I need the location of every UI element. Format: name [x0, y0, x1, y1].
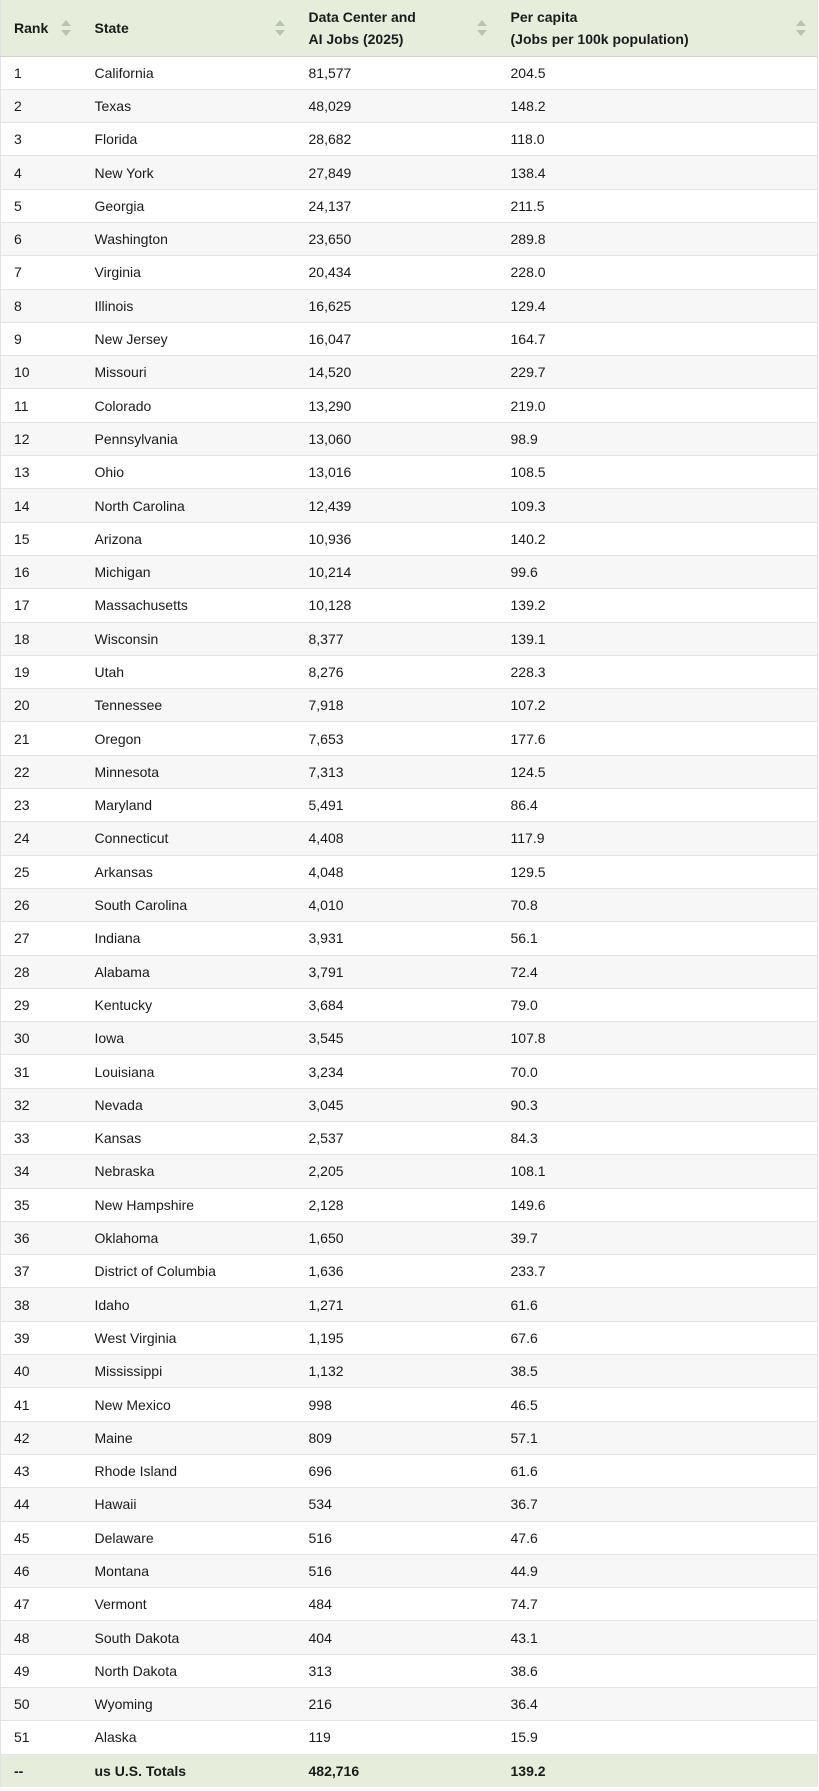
- cell-per-capita: 70.0: [498, 1055, 818, 1088]
- cell-state: Georgia: [82, 189, 296, 222]
- table-row: [1, 1155, 818, 1188]
- cell-rank: 17: [1, 589, 82, 622]
- column-header-line: (Jobs per 100k population): [510, 30, 689, 47]
- cell-jobs: 12,439: [296, 489, 498, 522]
- cell-jobs: 1,271: [296, 1288, 498, 1321]
- cell-rank: 29: [1, 988, 82, 1021]
- cell-jobs: 4,048: [296, 855, 498, 888]
- cell-state: Tennessee: [82, 689, 296, 722]
- cell-per-capita: 70.8: [498, 888, 818, 921]
- cell-per-capita: 44.9: [498, 1554, 818, 1587]
- table-row: [1, 1221, 818, 1254]
- cell-per-capita: 74.7: [498, 1588, 818, 1621]
- cell-state: New Mexico: [82, 1388, 296, 1421]
- cell-state: New Jersey: [82, 322, 296, 355]
- table-row: [1, 489, 818, 522]
- column-header-per-capita[interactable]: [498, 0, 818, 56]
- cell-per-capita: 164.7: [498, 322, 818, 355]
- cell-jobs: 13,016: [296, 456, 498, 489]
- cell-state: Alabama: [82, 955, 296, 988]
- cell-jobs: 313: [296, 1654, 498, 1687]
- cell-jobs: 404: [296, 1621, 498, 1654]
- cell-jobs: 10,214: [296, 555, 498, 588]
- cell-per-capita: 38.6: [498, 1654, 818, 1687]
- cell-jobs: 10,936: [296, 522, 498, 555]
- column-header-state[interactable]: [82, 0, 296, 56]
- cell-per-capita: 228.3: [498, 655, 818, 688]
- cell-jobs: 809: [296, 1421, 498, 1454]
- cell-per-capita: 229.7: [498, 356, 818, 389]
- cell-per-capita: 61.6: [498, 1288, 818, 1321]
- cell-state: Alaska: [82, 1721, 296, 1754]
- cell-rank: 40: [1, 1355, 82, 1388]
- cell-rank: 39: [1, 1321, 82, 1354]
- cell-jobs: 3,234: [296, 1055, 498, 1088]
- cell-state: Nebraska: [82, 1155, 296, 1188]
- cell-rank: 50: [1, 1688, 82, 1721]
- cell-per-capita: 228.0: [498, 256, 818, 289]
- cell-rank: 18: [1, 622, 82, 655]
- cell-rank: 3: [1, 123, 82, 156]
- cell-state: District of Columbia: [82, 1255, 296, 1288]
- cell-per-capita: 79.0: [498, 988, 818, 1021]
- cell-per-capita: 140.2: [498, 522, 818, 555]
- table-row: [1, 289, 818, 322]
- cell-jobs: 4,408: [296, 822, 498, 855]
- table-row: [1, 456, 818, 489]
- total-cell-jobs: 482,716: [308, 1762, 360, 1779]
- cell-rank: 1: [1, 56, 82, 89]
- cell-rank: 22: [1, 755, 82, 788]
- total-cell-state: us U.S. Totals: [94, 1762, 187, 1779]
- cell-state: West Virginia: [82, 1321, 296, 1354]
- cell-rank: 41: [1, 1388, 82, 1421]
- cell-rank: 16: [1, 555, 82, 588]
- cell-per-capita: 57.1: [498, 1421, 818, 1454]
- cell-per-capita: 204.5: [498, 56, 818, 89]
- cell-jobs: 516: [296, 1554, 498, 1587]
- cell-jobs: 1,636: [296, 1255, 498, 1288]
- column-header-rank[interactable]: [1, 0, 82, 56]
- cell-state: Washington: [82, 222, 296, 255]
- cell-per-capita: 61.6: [498, 1454, 818, 1487]
- cell-jobs: 27,849: [296, 156, 498, 189]
- cell-per-capita: 129.4: [498, 289, 818, 322]
- cell-state: Illinois: [82, 289, 296, 322]
- cell-rank: 27: [1, 922, 82, 955]
- cell-rank: 48: [1, 1621, 82, 1654]
- cell-rank: 26: [1, 888, 82, 921]
- cell-per-capita: 84.3: [498, 1122, 818, 1155]
- cell-per-capita: 233.7: [498, 1255, 818, 1288]
- cell-state: Mississippi: [82, 1355, 296, 1388]
- cell-jobs: 81,577: [296, 56, 498, 89]
- cell-jobs: 10,128: [296, 589, 498, 622]
- table-row: [1, 1688, 818, 1721]
- total-cell-per-capita: 139.2: [510, 1762, 546, 1779]
- cell-rank: 51: [1, 1721, 82, 1754]
- cell-rank: 13: [1, 456, 82, 489]
- table-row: [1, 555, 818, 588]
- cell-state: Kentucky: [82, 988, 296, 1021]
- cell-state: Delaware: [82, 1521, 296, 1554]
- cell-rank: 21: [1, 722, 82, 755]
- cell-jobs: 7,313: [296, 755, 498, 788]
- cell-per-capita: 15.9: [498, 1721, 818, 1754]
- cell-jobs: 8,276: [296, 655, 498, 688]
- cell-rank: 12: [1, 422, 82, 455]
- cell-per-capita: 109.3: [498, 489, 818, 522]
- table-row: [1, 256, 818, 289]
- column-header-jobs[interactable]: [296, 0, 498, 56]
- cell-state: Connecticut: [82, 822, 296, 855]
- cell-per-capita: 67.6: [498, 1321, 818, 1354]
- column-header-label: [309, 6, 498, 50]
- cell-jobs: 24,137: [296, 189, 498, 222]
- sort-arrows-icon[interactable]: [274, 18, 286, 38]
- cell-jobs: 1,132: [296, 1355, 498, 1388]
- cell-rank: 43: [1, 1454, 82, 1487]
- cell-jobs: 998: [296, 1388, 498, 1421]
- cell-per-capita: 108.5: [498, 456, 818, 489]
- cell-per-capita: 107.2: [498, 689, 818, 722]
- cell-state: Virginia: [82, 256, 296, 289]
- cell-state: Missouri: [82, 356, 296, 389]
- totals-row: [1, 1754, 818, 1787]
- table-row: [1, 1255, 818, 1288]
- table-row: [1, 1288, 818, 1321]
- cell-per-capita: 148.2: [498, 89, 818, 122]
- table-row: [1, 1122, 818, 1155]
- cell-state: New Hampshire: [82, 1188, 296, 1221]
- cell-rank: 32: [1, 1088, 82, 1121]
- cell-state: Maryland: [82, 789, 296, 822]
- cell-jobs: 7,653: [296, 722, 498, 755]
- cell-jobs: 2,128: [296, 1188, 498, 1221]
- table-row: [1, 522, 818, 555]
- cell-rank: 24: [1, 822, 82, 855]
- table-row: [1, 822, 818, 855]
- cell-rank: 7: [1, 256, 82, 289]
- table-row: [1, 356, 818, 389]
- cell-rank: 34: [1, 1155, 82, 1188]
- cell-state: Wyoming: [82, 1688, 296, 1721]
- cell-rank: 19: [1, 655, 82, 688]
- column-header-line: Per capita: [510, 8, 578, 25]
- cell-per-capita: 46.5: [498, 1388, 818, 1421]
- cell-per-capita: 139.2: [498, 589, 818, 622]
- cell-per-capita: 108.1: [498, 1155, 818, 1188]
- cell-state: Nevada: [82, 1088, 296, 1121]
- cell-state: Utah: [82, 655, 296, 688]
- cell-per-capita: 38.5: [498, 1355, 818, 1388]
- cell-jobs: 3,545: [296, 1022, 498, 1055]
- cell-per-capita: 219.0: [498, 389, 818, 422]
- cell-jobs: 7,918: [296, 689, 498, 722]
- cell-rank: 6: [1, 222, 82, 255]
- cell-state: California: [82, 56, 296, 89]
- cell-per-capita: 72.4: [498, 955, 818, 988]
- cell-per-capita: 86.4: [498, 789, 818, 822]
- table-row: [1, 1321, 818, 1354]
- cell-state: Idaho: [82, 1288, 296, 1321]
- cell-jobs: 516: [296, 1521, 498, 1554]
- table-row: [1, 56, 818, 89]
- cell-state: Michigan: [82, 555, 296, 588]
- cell-jobs: 5,491: [296, 789, 498, 822]
- cell-state: Kansas: [82, 1122, 296, 1155]
- cell-state: Minnesota: [82, 755, 296, 788]
- table-row: [1, 622, 818, 655]
- cell-jobs: 28,682: [296, 123, 498, 156]
- table-row: [1, 1022, 818, 1055]
- cell-rank: 4: [1, 156, 82, 189]
- table-row: [1, 988, 818, 1021]
- cell-jobs: 3,791: [296, 955, 498, 988]
- cell-jobs: 534: [296, 1488, 498, 1521]
- cell-per-capita: 90.3: [498, 1088, 818, 1121]
- cell-jobs: 13,060: [296, 422, 498, 455]
- table-row: [1, 888, 818, 921]
- table-row: [1, 89, 818, 122]
- table-row: [1, 655, 818, 688]
- sort-arrows-icon[interactable]: [795, 18, 807, 38]
- cell-rank: 10: [1, 356, 82, 389]
- cell-rank: 14: [1, 489, 82, 522]
- table-row: [1, 589, 818, 622]
- cell-jobs: 16,625: [296, 289, 498, 322]
- cell-state: North Dakota: [82, 1654, 296, 1687]
- cell-jobs: 1,195: [296, 1321, 498, 1354]
- cell-per-capita: 118.0: [498, 123, 818, 156]
- table-body: [1, 56, 818, 1787]
- cell-per-capita: 98.9: [498, 422, 818, 455]
- cell-rank: 31: [1, 1055, 82, 1088]
- sort-arrows-icon[interactable]: [476, 18, 488, 38]
- cell-per-capita: 56.1: [498, 922, 818, 955]
- cell-state: Indiana: [82, 922, 296, 955]
- cell-state: New York: [82, 156, 296, 189]
- cell-per-capita: 107.8: [498, 1022, 818, 1055]
- cell-state: Maine: [82, 1421, 296, 1454]
- cell-jobs: 48,029: [296, 89, 498, 122]
- cell-state: Hawaii: [82, 1488, 296, 1521]
- cell-jobs: 696: [296, 1454, 498, 1487]
- total-cell-rank: --: [14, 1762, 24, 1779]
- table-row: [1, 1521, 818, 1554]
- cell-state: Vermont: [82, 1588, 296, 1621]
- cell-rank: 9: [1, 322, 82, 355]
- cell-rank: 46: [1, 1554, 82, 1587]
- table-row: [1, 722, 818, 755]
- cell-rank: 5: [1, 189, 82, 222]
- cell-per-capita: 129.5: [498, 855, 818, 888]
- cell-rank: 36: [1, 1221, 82, 1254]
- cell-rank: 35: [1, 1188, 82, 1221]
- cell-state: South Dakota: [82, 1621, 296, 1654]
- table-row: [1, 1588, 818, 1621]
- cell-per-capita: 39.7: [498, 1221, 818, 1254]
- table-row: [1, 955, 818, 988]
- cell-per-capita: 47.6: [498, 1521, 818, 1554]
- cell-per-capita: 36.4: [498, 1688, 818, 1721]
- cell-rank: 2: [1, 89, 82, 122]
- table-row: [1, 189, 818, 222]
- cell-jobs: 3,684: [296, 988, 498, 1021]
- cell-rank: 44: [1, 1488, 82, 1521]
- cell-jobs: 8,377: [296, 622, 498, 655]
- cell-rank: 47: [1, 1588, 82, 1621]
- table-row: [1, 1654, 818, 1687]
- cell-jobs: 20,434: [296, 256, 498, 289]
- table-header-row: [1, 0, 818, 56]
- cell-jobs: 13,290: [296, 389, 498, 422]
- cell-rank: 15: [1, 522, 82, 555]
- cell-per-capita: 99.6: [498, 555, 818, 588]
- cell-rank: 42: [1, 1421, 82, 1454]
- cell-state: North Carolina: [82, 489, 296, 522]
- table-row: [1, 922, 818, 955]
- cell-per-capita: 177.6: [498, 722, 818, 755]
- cell-per-capita: 36.7: [498, 1488, 818, 1521]
- cell-rank: 45: [1, 1521, 82, 1554]
- cell-jobs: 119: [296, 1721, 498, 1754]
- cell-state: Oklahoma: [82, 1221, 296, 1254]
- cell-state: Massachusetts: [82, 589, 296, 622]
- column-header-line: AI Jobs (2025): [308, 30, 404, 47]
- column-header-line: Data Center and: [308, 8, 416, 25]
- table-row: [1, 123, 818, 156]
- cell-state: Texas: [82, 89, 296, 122]
- table-row: [1, 1454, 818, 1487]
- cell-jobs: 216: [296, 1688, 498, 1721]
- cell-jobs: 3,045: [296, 1088, 498, 1121]
- cell-state: Arizona: [82, 522, 296, 555]
- cell-rank: 37: [1, 1255, 82, 1288]
- table-row: [1, 156, 818, 189]
- cell-jobs: 3,931: [296, 922, 498, 955]
- table-row: [1, 1088, 818, 1121]
- table-row: [1, 1055, 818, 1088]
- cell-per-capita: 149.6: [498, 1188, 818, 1221]
- cell-state: Louisiana: [82, 1055, 296, 1088]
- cell-state: Iowa: [82, 1022, 296, 1055]
- table-row: [1, 1621, 818, 1654]
- table-row: [1, 1421, 818, 1454]
- cell-rank: 8: [1, 289, 82, 322]
- cell-jobs: 484: [296, 1588, 498, 1621]
- cell-state: Pennsylvania: [82, 422, 296, 455]
- cell-jobs: 23,650: [296, 222, 498, 255]
- cell-per-capita: 289.8: [498, 222, 818, 255]
- cell-jobs: 1,650: [296, 1221, 498, 1254]
- table-row: [1, 855, 818, 888]
- cell-jobs: 2,205: [296, 1155, 498, 1188]
- table-row: [1, 755, 818, 788]
- cell-state: Colorado: [82, 389, 296, 422]
- table-row: [1, 1554, 818, 1587]
- cell-state: South Carolina: [82, 888, 296, 921]
- table-row: [1, 322, 818, 355]
- column-header-label: Rank: [14, 19, 49, 36]
- cell-state: Oregon: [82, 722, 296, 755]
- cell-per-capita: 43.1: [498, 1621, 818, 1654]
- cell-jobs: 4,010: [296, 888, 498, 921]
- cell-state: Montana: [82, 1554, 296, 1587]
- cell-state: Arkansas: [82, 855, 296, 888]
- cell-state: Florida: [82, 123, 296, 156]
- cell-state: Rhode Island: [82, 1454, 296, 1487]
- column-header-label: State: [94, 19, 129, 36]
- cell-rank: 33: [1, 1122, 82, 1155]
- cell-rank: 49: [1, 1654, 82, 1687]
- cell-per-capita: 124.5: [498, 755, 818, 788]
- table-row: [1, 1721, 818, 1754]
- table-row: [1, 422, 818, 455]
- cell-rank: 28: [1, 955, 82, 988]
- table-row: [1, 1355, 818, 1388]
- cell-rank: 25: [1, 855, 82, 888]
- table-row: [1, 689, 818, 722]
- cell-jobs: 2,537: [296, 1122, 498, 1155]
- cell-jobs: 16,047: [296, 322, 498, 355]
- cell-rank: 30: [1, 1022, 82, 1055]
- cell-per-capita: 138.4: [498, 156, 818, 189]
- cell-per-capita: 139.1: [498, 622, 818, 655]
- table-row: [1, 1188, 818, 1221]
- cell-state: Wisconsin: [82, 622, 296, 655]
- cell-rank: 38: [1, 1288, 82, 1321]
- sort-arrows-icon[interactable]: [60, 18, 72, 38]
- cell-rank: 20: [1, 689, 82, 722]
- cell-rank: 23: [1, 789, 82, 822]
- table-row: [1, 1388, 818, 1421]
- cell-state: Ohio: [82, 456, 296, 489]
- cell-per-capita: 211.5: [498, 189, 818, 222]
- table-row: [1, 222, 818, 255]
- table-row: [1, 1488, 818, 1521]
- table-row: [1, 389, 818, 422]
- cell-jobs: 14,520: [296, 356, 498, 389]
- column-header-label: [511, 6, 818, 50]
- table-row: [1, 789, 818, 822]
- cell-per-capita: 117.9: [498, 822, 818, 855]
- cell-rank: 11: [1, 389, 82, 422]
